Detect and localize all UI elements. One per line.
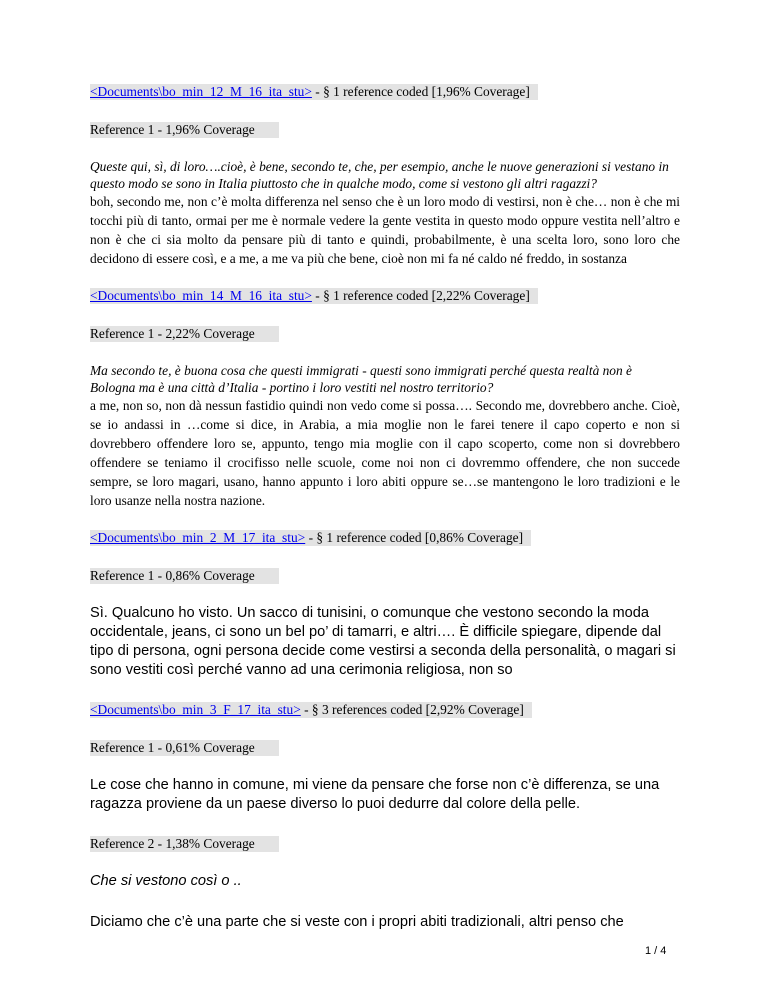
coverage-summary: - § 1 reference coded [1,96% Coverage] [311,84,530,99]
interview-question: Che si vestono così o .. [90,873,242,889]
source-header [90,288,680,304]
document-body [90,84,680,954]
page-number: 1 / 4 [645,945,667,957]
document-link[interactable]: <Documents\bo_min_2_M_17_ita_stu> [90,530,306,545]
interview-question: Queste qui, sì, di loro….cioè, è bene, secondo te, che, per esempio, anche le nuove generazioni si vestano in questo modo se sono in Italia piuttosto che in qualche modo, come si vestono gli altri ragazzi? [90,159,669,191]
reference-label: Reference 2 - 1,38% Coverage [90,836,680,852]
coverage-summary: - § 1 reference coded [0,86% Coverage] [305,530,524,545]
source-header [90,702,680,718]
interview-answer: boh, secondo me, non c’è molta differenza nel senso che è un loro modo di vestirsi, non è che… non è che mi tocchi più di tanto, ormai per me è normale vedere la gente vestita in questo modo oppure vestita nell’altro e non è che ci sia molto da pensare più di tanto e quindi, probabilmente, è una scelta loro, sono loro che decidono di essere così, e a me, a me va più che bene, cioè non mi fa né caldo né freddo, in sostanza [90,194,680,266]
reference-label: Reference 1 - 2,22% Coverage [90,326,680,342]
interview-question: Ma secondo te, è buona cosa che questi immigrati - questi sono immigrati perché questa realtà non è Bologna ma è una città d’Italia - portino i loro vestiti nel nostro territorio? [90,363,632,395]
interview-answer: Sì. Qualcuno ho visto. Un sacco di tunisini, o comunque che vestono secondo la moda occidentale, jeans, ci sono un bel po’ di tamarri, e altri…. È difficile spiegare, dipende dal tipo di persona, ogni persona decide come vestirsi a seconda della personalità, o magari si sono vestiti così perché vanno ad una cerimonia religiosa, non so [90,605,676,678]
interview-answer: a me, non so, non dà nessun fastidio quindi non vedo come si possa…. Secondo me, dovrebbero anche. Cioè, se io andassi in …come si dice, in Arabia, a mia moglie non le farei tenere il capo coperto e non si dovrebbero offendere loro se, appunto, tengo mia moglie con il capo scoperto, come non si dovrebbero offendere se teniamo il crocifisso nelle scuole, come noi non ci dovremmo offendere, che non succede sempre, se loro magari, usano, hanno appunto i loro abiti oppure se…se mantengono le loro tradizioni e le loro usanze nella nostra nazione. [90,398,680,508]
document-link[interactable]: <Documents\bo_min_3_F_17_ita_stu> [90,702,301,717]
reference-label: Reference 1 - 0,61% Coverage [90,740,680,756]
source-header [90,530,680,546]
reference-label: Reference 1 - 1,96% Coverage [90,122,680,138]
reference-label: Reference 1 - 0,86% Coverage [90,568,680,584]
coverage-summary: - § 3 references coded [2,92% Coverage] [300,702,524,717]
document-link[interactable]: <Documents\bo_min_12_M_16_ita_stu> [90,84,312,99]
document-link[interactable]: <Documents\bo_min_14_M_16_ita_stu> [90,288,312,303]
interview-answer: Diciamo che c’è una parte che si veste con i propri abiti tradizionali, altri penso che [90,914,624,930]
interview-answer: Le cose che hanno in comune, mi viene da pensare che forse non c’è differenza, se una ragazza proviene da un paese diverso lo puoi dedurre dal colore della pelle. [90,777,660,812]
source-header [90,84,680,100]
coverage-summary: - § 1 reference coded [2,22% Coverage] [311,288,530,303]
